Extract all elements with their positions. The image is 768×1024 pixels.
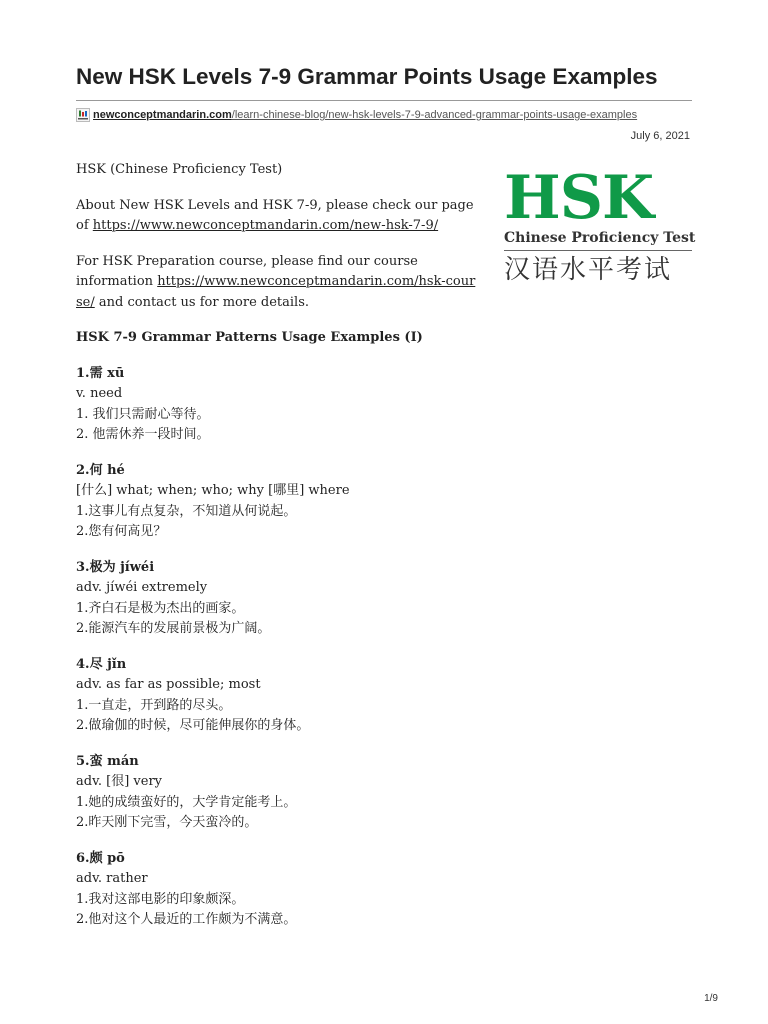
intro-p3-tail: and contact us for more details. [94, 294, 310, 310]
grammar-item-heading: 3.极为 jíwéi [76, 559, 155, 575]
grammar-item-example: 1.我对这部电影的印象颇深。 [76, 891, 245, 907]
source-domain-link[interactable]: newconceptmandarin.com [93, 109, 232, 121]
source-url[interactable] [76, 107, 637, 123]
grammar-item-definition: v. need [76, 386, 123, 401]
grammar-item-example: 2.昨天刚下完雪，今天蛮冷的。 [76, 815, 258, 830]
grammar-item-example: 1.齐白石是极为杰出的画家。 [76, 600, 245, 616]
hsk-logo-divider [504, 250, 692, 251]
intro-paragraph-3 [76, 252, 478, 314]
page-number: 1/9 [704, 993, 718, 1004]
grammar-item-example: 2. 他需休养一段时间。 [76, 427, 210, 442]
grammar-item [76, 849, 478, 931]
grammar-item [76, 655, 478, 737]
grammar-item-definition: adv. as far as possible; most [76, 677, 261, 692]
grammar-item [76, 364, 478, 446]
grammar-item [76, 461, 478, 543]
newconceptmandarin-favicon-icon [76, 108, 90, 122]
hsk-logo-chinese: 汉语水平考试 [504, 255, 673, 285]
intro-p2-text: About New HSK Levels and HSK 7-9, please check our page of [76, 197, 474, 233]
grammar-item-example: 1. 我们只需耐心等待。 [76, 406, 210, 422]
grammar-item-example: 1.这事儿有点复杂，不知道从何说起。 [76, 503, 297, 519]
grammar-item [76, 752, 478, 834]
hsk-logo-letters: HSK [504, 163, 654, 233]
grammar-item-example: 2.您有何高见？ [76, 524, 167, 539]
intro-paragraph-2 [76, 196, 478, 237]
grammar-item-heading: 2.何 hé [76, 462, 125, 478]
hsk-course-link[interactable]: https://www.newconceptmandarin.com/hsk-course/ [76, 274, 476, 310]
grammar-item-example: 2.做瑜伽的时候，尽可能伸展你的身体。 [76, 718, 310, 733]
grammar-item-heading: 1.需 xū [76, 365, 125, 381]
grammar-item [76, 558, 478, 640]
article-body [76, 160, 478, 946]
hsk-logo-subtitle: Chinese Proficiency Test [504, 230, 696, 246]
source-path-link[interactable]: /learn-chinese-blog/new-hsk-levels-7-9-advanced-grammar-points-usage-examples [231, 109, 638, 121]
publish-date: July 6, 2021 [630, 130, 690, 142]
grammar-item-example: 2.他对这个人最近的工作颇为不满意。 [76, 912, 297, 927]
grammar-item-definition: adv. [很] very [76, 774, 163, 789]
hsk-logo [504, 163, 696, 300]
section-heading: HSK 7-9 Grammar Patterns Usage Examples (I) [76, 330, 423, 345]
grammar-item-heading: 5.蛮 mán [76, 753, 139, 769]
grammar-item-definition: adv. rather [76, 871, 148, 886]
grammar-item-definition: adv. jíwéi extremely [76, 580, 208, 595]
intro-p3-text: For HSK Preparation course, please find our course information [76, 253, 418, 289]
intro-paragraph-1: HSK (Chinese Proficiency Test) [76, 162, 283, 177]
grammar-item-heading: 6.颇 pō [76, 850, 125, 866]
grammar-item-example: 1.她的成绩蛮好的，大学肯定能考上。 [76, 794, 297, 810]
grammar-item-example: 1.一直走，开到路的尽头。 [76, 697, 232, 713]
grammar-item-example: 2.能源汽车的发展前景极为广阔。 [76, 621, 271, 636]
title-divider [76, 100, 692, 101]
page-title: New HSK Levels 7-9 Grammar Points Usage Examples [76, 64, 658, 89]
grammar-item-heading: 4.尽 jǐn [76, 656, 127, 672]
new-hsk-7-9-link[interactable]: https://www.newconceptmandarin.com/new-hsk-7-9/ [92, 218, 439, 233]
grammar-item-definition: [什么] what; when; who; why [哪里] where [76, 483, 350, 498]
